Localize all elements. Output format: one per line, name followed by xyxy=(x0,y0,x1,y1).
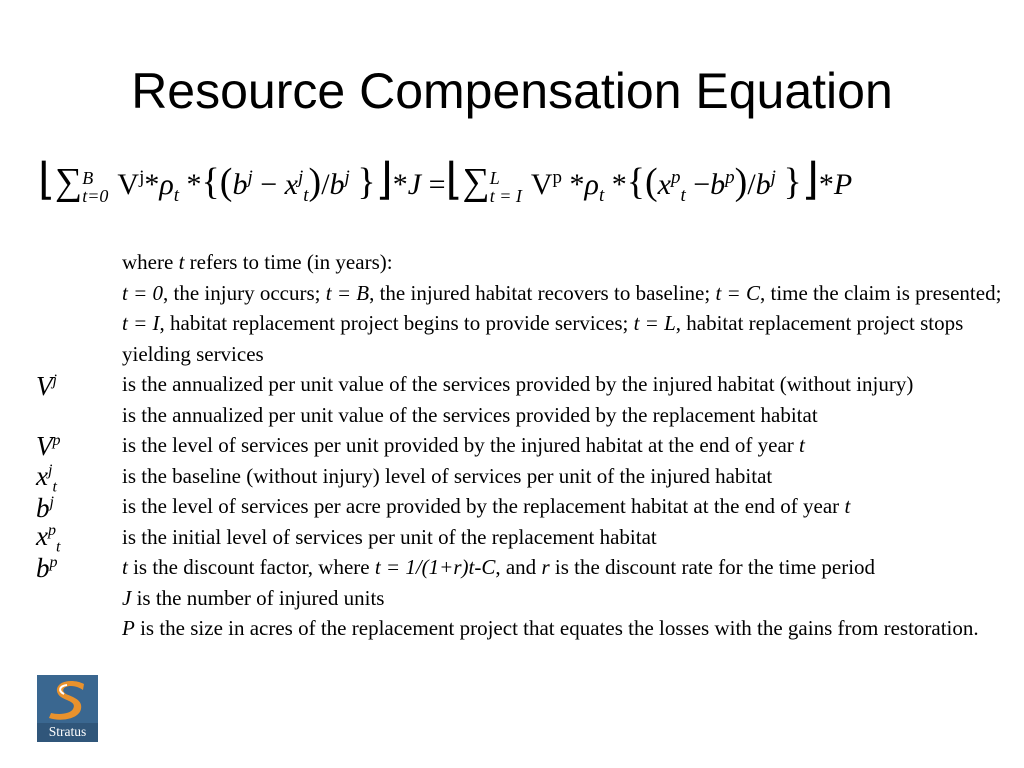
b-p-right: $b^p$ xyxy=(710,167,735,201)
definition-line: t is the discount factor, where t = 1/(1+r)t-C, and r is the discount rate for the time period xyxy=(122,555,876,579)
left-bracket-open: ⌊ xyxy=(38,155,56,204)
symbol-x-t-p: $x^p_t$ xyxy=(36,521,61,556)
definition-line: is the baseline (without injury) level of services per unit of the injured habitat xyxy=(122,463,773,488)
right-bracket-open: ⌊ xyxy=(445,155,463,204)
definition-line: where t refers to time (in years): xyxy=(122,250,393,274)
compensation-equation: ⌊∑B t=0 $V^j*\rho_t$ $*\{(b^j - x^j_t)/b^j$ }⌋*J =⌊∑L t = I $V^p$ $*\rho_t$ $*\{(x^p_t -b^p)/b^j$ }⌋*P xyxy=(38,155,853,207)
stratus-logo xyxy=(37,675,98,742)
definition-line: is the level of services per acre provided by the replacement habitat at the end of year t xyxy=(122,494,851,518)
p-acres: P xyxy=(833,168,853,201)
sum-left-limits xyxy=(82,169,108,205)
sum-left-sign: ∑ xyxy=(55,161,83,203)
sum-left-upper: B xyxy=(82,168,94,189)
symbol-v-p: $V^p$ xyxy=(36,431,61,461)
definition-line: is the annualized per unit value of the services provided by the replacement habitat xyxy=(122,402,818,427)
definitions-text xyxy=(122,247,1012,644)
sum-right-limits xyxy=(490,169,522,205)
sum-right-sign: ∑ xyxy=(462,161,490,203)
sum-left-lower: t=0 xyxy=(82,186,109,207)
stratus-s-logo-icon xyxy=(37,675,98,723)
definition-line: t = 0, the injury occurs; t = B, the injured habitat recovers to baseline; t = C, time the claim is presented; t = I, habitat replacement project begins to provide services; t = L, habitat replacement project stops yielding services xyxy=(122,280,1002,366)
symbol-v-j: $V^j$ xyxy=(36,371,57,401)
x-t-j-left: $x^j_t$ xyxy=(284,167,309,206)
j-units: J xyxy=(407,168,422,201)
value-v-injured: $V^j$ xyxy=(117,167,145,201)
definition-line: is the level of services per unit provided by the injured habitat at the end of year t xyxy=(122,433,805,457)
sum-right-upper: L xyxy=(489,168,500,189)
definition-line: is the annualized per unit value of the services provided by the injured habitat (without injury) xyxy=(122,372,914,396)
definition-line: J is the number of injured units xyxy=(122,585,385,610)
x-t-p-right: $x^p_t$ xyxy=(657,167,686,206)
rho-left: $\rho_t$ xyxy=(159,168,180,206)
definition-line: P is the size in acres of the replacement project that equates the losses with the gains from restoration. xyxy=(122,616,979,640)
definition-line: is the initial level of services per unit of the replacement habitat xyxy=(122,524,657,549)
logo-text: Stratus xyxy=(48,724,87,739)
slide-title: Resource Compensation Equation xyxy=(131,63,893,119)
b-j-left: $b^j$ xyxy=(232,167,253,201)
symbol-x-t-j: $x^j_t$ xyxy=(36,461,57,496)
brace-open-left: { xyxy=(201,161,220,203)
rho-right: $\rho_t$ xyxy=(584,168,605,206)
sum-right-lower: t = I xyxy=(489,186,522,207)
value-v-replacement: $V^p$ xyxy=(530,167,563,201)
symbol-b-p: $b^p$ xyxy=(36,553,58,583)
symbol-b-j: $b^j$ xyxy=(36,493,54,523)
b-j-denominator-right: $b^j$ xyxy=(755,167,776,201)
b-j-denominator-left: $b^j$ xyxy=(329,167,350,201)
